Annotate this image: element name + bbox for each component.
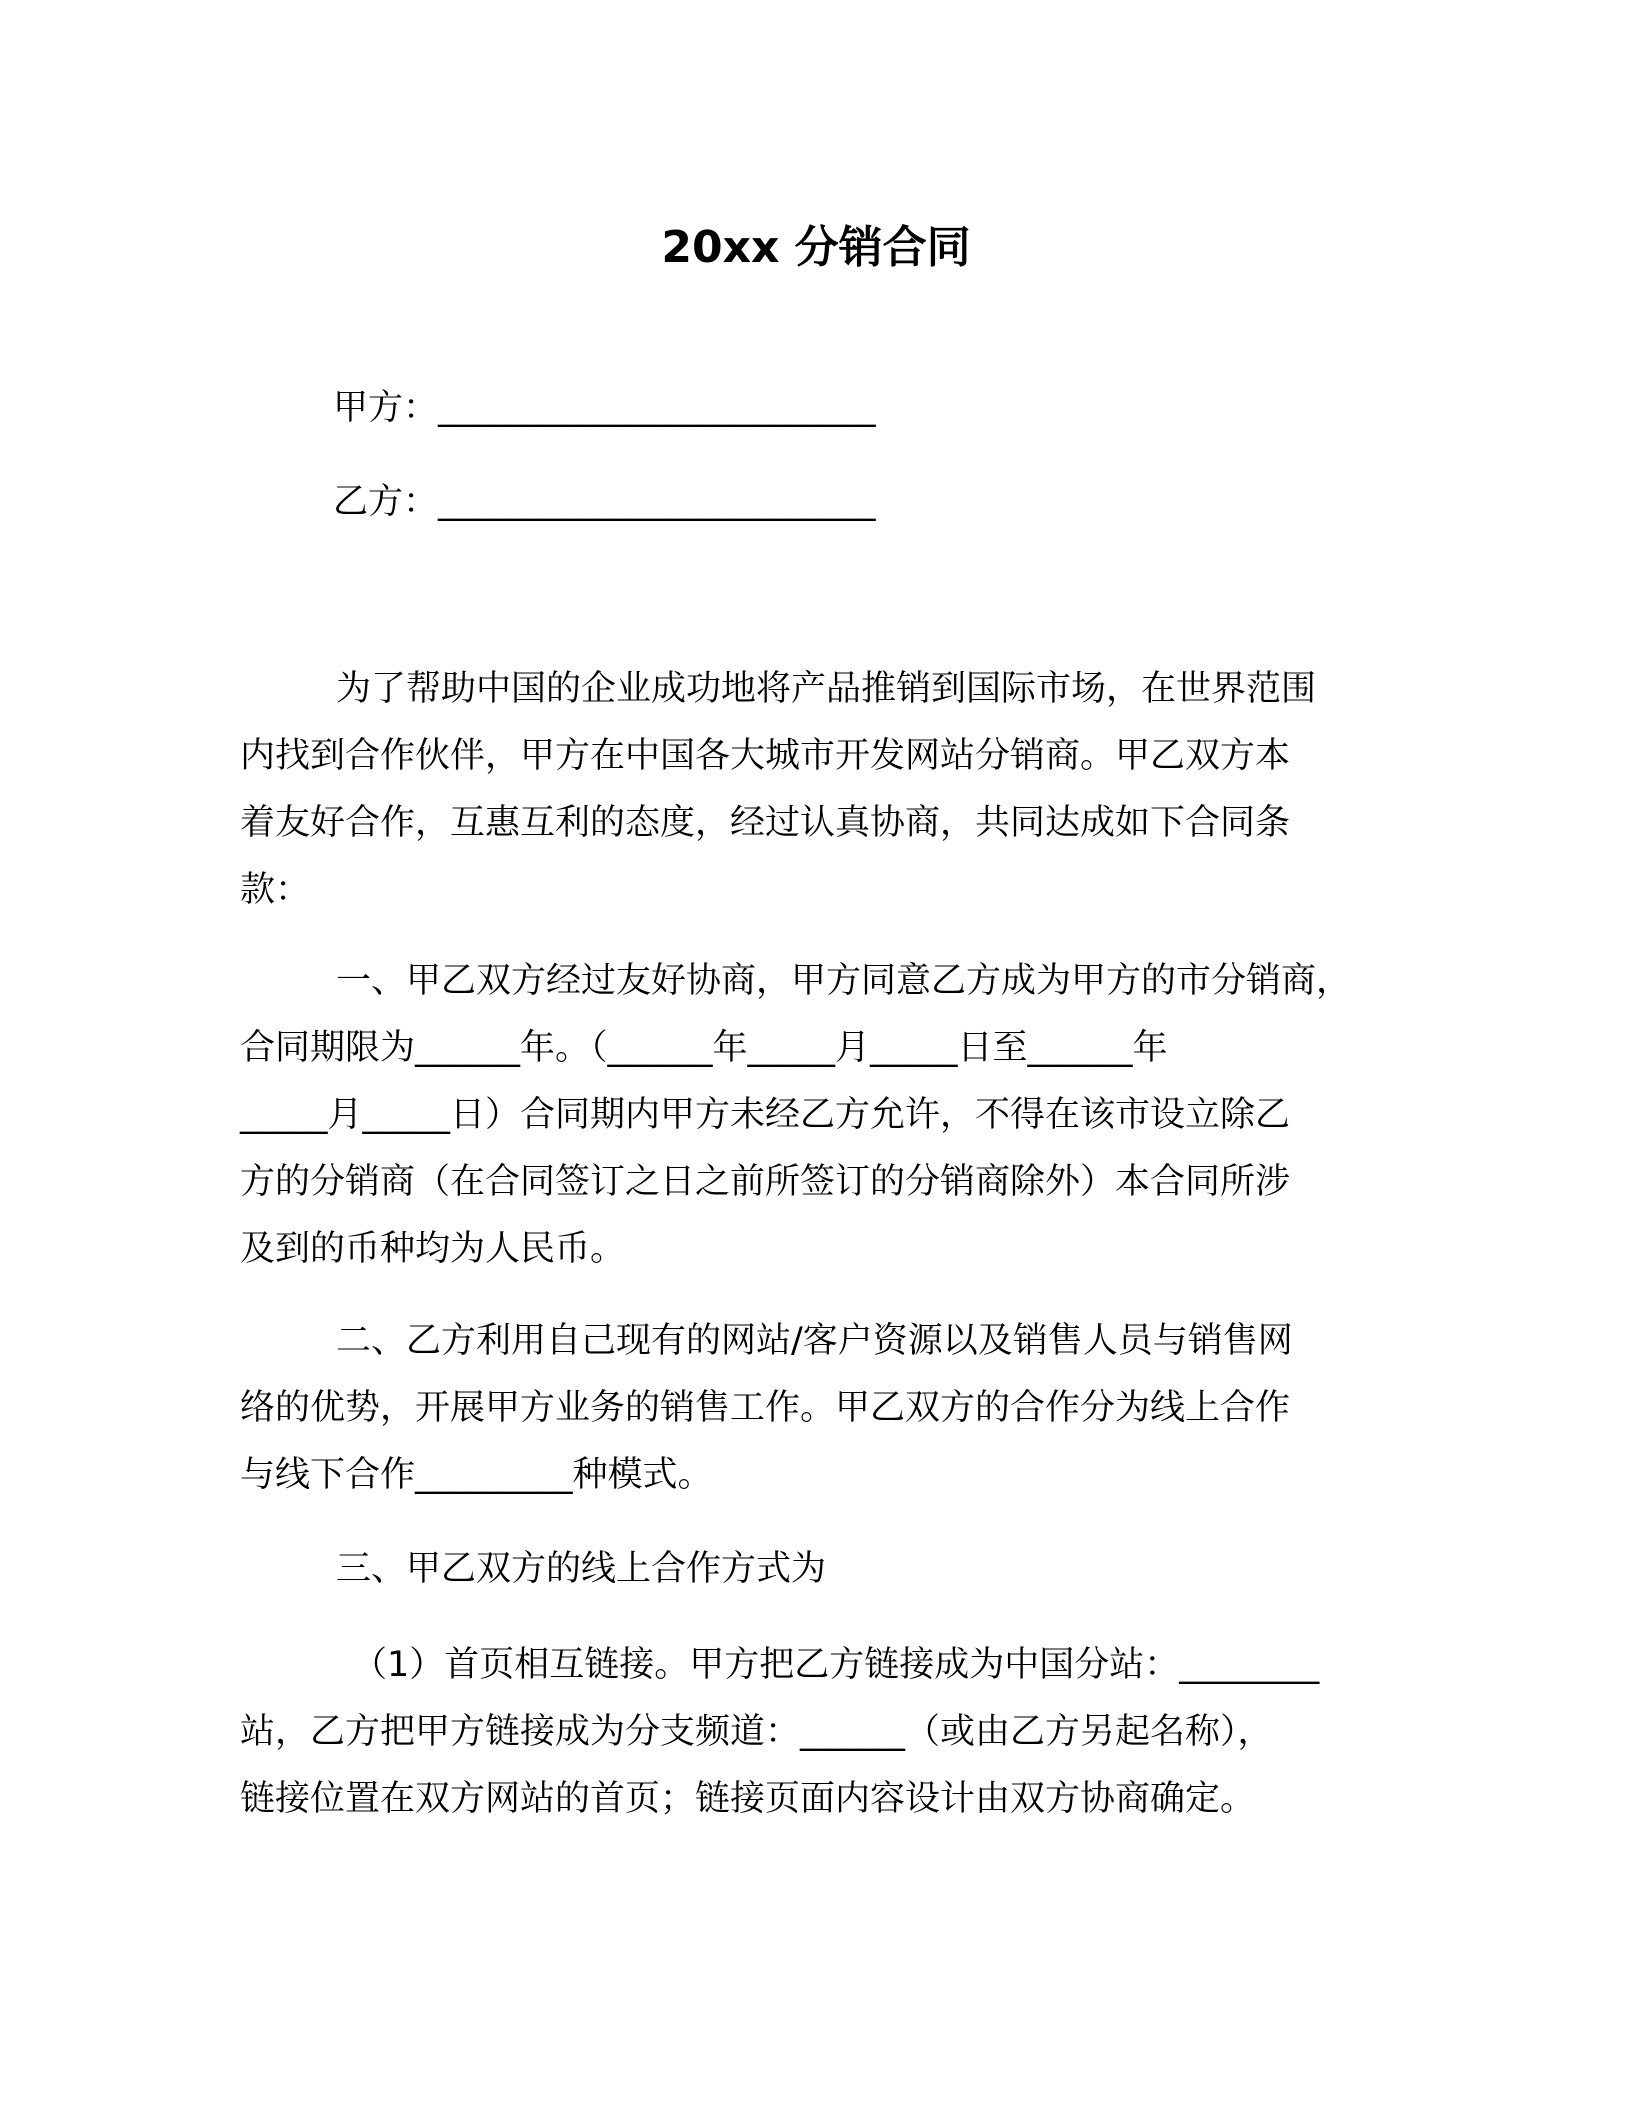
clause-three-item-line: 站，乙方把甲方链接成为分支频道：______（或由乙方另起名称）， [240, 1712, 1273, 1752]
intro-paragraph [240, 656, 1400, 924]
intro-line: 着友好合作，互惠互利的态度，经过认真协商，共同达成如下合同条 [240, 803, 1291, 843]
clause-one-line: 一、甲乙双方经过友好协商，甲方同意乙方成为甲方的市分销商， [336, 961, 1352, 1001]
clause-two-paragraph [240, 1308, 1400, 1509]
clause-three-item-line: （1）首页相互链接。甲方把乙方链接成为中国分站：________ [352, 1645, 1320, 1685]
clause-three-item-one [240, 1632, 1400, 1833]
clause-three-heading-text: 三、甲乙双方的线上合作方式为 [336, 1549, 827, 1589]
clause-one-line: 方的分销商（在合同签订之日之前所签订的分销商除外）本合同所涉 [240, 1162, 1291, 1202]
intro-line: 为了帮助中国的企业成功地将产品推销到国际市场，在世界范围 [336, 669, 1317, 709]
clause-one-line: _____月_____日）合同期内甲方未经乙方允许，不得在该市设立除乙 [240, 1095, 1291, 1135]
intro-line: 内找到合作伙伴，甲方在中国各大城市开发网站分销商。甲乙双方本 [240, 736, 1291, 776]
clause-one-line: 合同期限为______年。（______年_____月_____日至______年 [240, 1028, 1168, 1068]
party-b-line: 乙方：_________________________ [333, 482, 876, 522]
clause-two-line: 二、乙方利用自己现有的网站/客户资源以及销售人员与销售网 [336, 1321, 1293, 1361]
clause-two-line: 与线下合作_________种模式。 [240, 1455, 713, 1495]
clause-three-item-line: 链接位置在双方网站的首页；链接页面内容设计由双方协商确定。 [240, 1779, 1256, 1819]
clause-one-line: 及到的币种均为人民币。 [240, 1229, 626, 1269]
document-title: 20xx 分销合同 [661, 222, 971, 273]
clause-two-line: 络的优势，开展甲方业务的销售工作。甲乙双方的合作分为线上合作 [240, 1388, 1291, 1428]
intro-line: 款： [240, 870, 311, 910]
party-a-line: 甲方：_________________________ [333, 388, 876, 428]
clause-three-heading [240, 1536, 1400, 1603]
clause-one-paragraph [240, 948, 1400, 1283]
